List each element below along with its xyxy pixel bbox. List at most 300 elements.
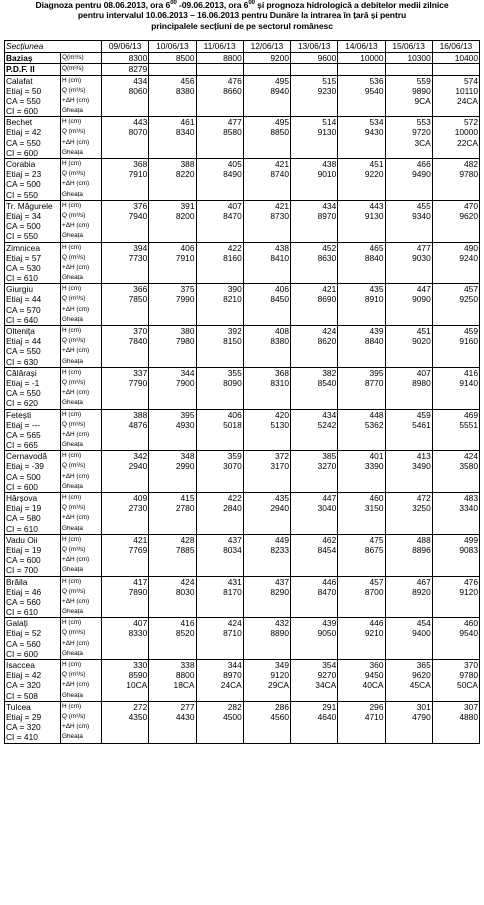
ice-value bbox=[245, 148, 289, 158]
level-value: 424 bbox=[227, 618, 242, 629]
row-label: Q (m³/s) bbox=[62, 420, 86, 428]
delta-value bbox=[103, 263, 147, 273]
delta-value bbox=[339, 179, 383, 189]
delta-value bbox=[339, 722, 383, 732]
value-cell bbox=[149, 701, 196, 743]
value-cell bbox=[243, 75, 290, 117]
row-labels bbox=[61, 701, 102, 743]
station-etiaj: Etiaj = 44 bbox=[6, 294, 42, 305]
discharge-value: 9490 bbox=[412, 169, 431, 180]
level-value: 514 bbox=[322, 117, 337, 128]
row-label: Gheața bbox=[62, 232, 83, 240]
row-label: Q (m³/s) bbox=[62, 253, 86, 261]
date-header: 12/06/13 bbox=[243, 41, 290, 53]
discharge-value: 9780 bbox=[459, 670, 478, 681]
discharge-value: 7910 bbox=[175, 252, 195, 263]
discharge-value: 4430 bbox=[175, 711, 195, 722]
discharge-value: 10110 bbox=[455, 85, 478, 96]
level-value: 307 bbox=[464, 701, 478, 712]
discharge-value: 10000 bbox=[454, 127, 478, 138]
row-label: +ΔH (cm) bbox=[62, 305, 90, 313]
value-cell bbox=[338, 159, 385, 201]
title-line-3: principalele secțiuni de pe sectorul românesc bbox=[151, 20, 333, 31]
ice-value bbox=[387, 273, 431, 283]
ice-value bbox=[339, 231, 383, 241]
discharge-value: 8730 bbox=[270, 210, 289, 221]
value-cell bbox=[291, 159, 338, 201]
value-cell bbox=[102, 701, 149, 743]
delta-value bbox=[198, 513, 242, 523]
value-cell bbox=[291, 117, 338, 159]
ice-value bbox=[103, 315, 147, 325]
station-name: Oltenița bbox=[6, 326, 35, 336]
value-cell: 8500 bbox=[149, 52, 196, 64]
level-value: 365 bbox=[416, 660, 431, 670]
value-cell bbox=[291, 451, 338, 493]
station-row bbox=[5, 284, 480, 326]
station-ci: CI = 610 bbox=[6, 607, 38, 618]
ice-value bbox=[150, 691, 194, 701]
ice-value bbox=[434, 732, 478, 742]
value-cell bbox=[291, 701, 338, 743]
level-value: 372 bbox=[275, 451, 289, 462]
ice-value bbox=[387, 148, 431, 158]
delta-value bbox=[103, 597, 147, 607]
value-cell bbox=[243, 64, 290, 76]
row-label: Gheața bbox=[62, 482, 83, 490]
ice-value bbox=[339, 190, 383, 200]
ice-value bbox=[292, 565, 336, 575]
station-row bbox=[5, 576, 480, 618]
value-cell bbox=[291, 64, 338, 76]
value-cell bbox=[291, 660, 338, 702]
value-cell bbox=[432, 75, 479, 117]
ice-value bbox=[339, 398, 383, 408]
ice-value bbox=[292, 106, 336, 116]
row-label: H (cm) bbox=[62, 410, 82, 418]
row-label: +ΔH (cm) bbox=[62, 723, 90, 731]
value-cell bbox=[385, 367, 432, 409]
discharge-value: 8770 bbox=[364, 377, 384, 388]
discharge-value: 9210 bbox=[364, 628, 384, 639]
delta-value bbox=[103, 388, 147, 398]
row-labels bbox=[61, 200, 102, 242]
discharge-value: 7890 bbox=[128, 586, 148, 597]
delta-value bbox=[434, 346, 478, 356]
delta-value bbox=[292, 639, 336, 649]
station-row bbox=[5, 409, 480, 451]
discharge-value: 8675 bbox=[364, 544, 384, 555]
row-label: Gheața bbox=[62, 608, 83, 616]
row-label: H (cm) bbox=[62, 160, 82, 167]
station-etiaj: Etiaj = 19 bbox=[6, 503, 42, 514]
discharge-value: 4880 bbox=[459, 711, 478, 722]
row-label: +ΔH (cm) bbox=[62, 597, 90, 605]
level-value: 348 bbox=[180, 451, 195, 462]
station-etiaj: Etiaj = 46 bbox=[6, 586, 42, 597]
delta-value bbox=[387, 305, 431, 315]
discharge-value: 8030 bbox=[175, 586, 195, 597]
value-cell bbox=[385, 618, 432, 660]
document-title bbox=[0, 0, 484, 31]
station-name: Bechet bbox=[6, 117, 33, 128]
level-value: 447 bbox=[416, 284, 431, 295]
station-ci: CI = 700 bbox=[6, 565, 38, 576]
delta-value bbox=[198, 96, 242, 106]
row-label: +ΔH (cm) bbox=[62, 430, 90, 438]
value-cell: 10300 bbox=[385, 52, 432, 64]
delta-value bbox=[103, 722, 147, 732]
level-value: 437 bbox=[227, 534, 242, 545]
level-value: 395 bbox=[369, 367, 384, 378]
value-cell bbox=[291, 493, 338, 535]
ice-value bbox=[434, 231, 478, 241]
discharge-value: 8034 bbox=[223, 544, 242, 555]
level-value: 366 bbox=[133, 284, 148, 295]
ice-value bbox=[292, 357, 336, 367]
discharge-value: 8840 bbox=[364, 252, 384, 263]
delta-value bbox=[434, 597, 478, 607]
value-cell bbox=[385, 451, 432, 493]
level-value: 536 bbox=[369, 75, 384, 86]
level-value: 370 bbox=[464, 660, 478, 670]
delta-value bbox=[339, 639, 383, 649]
row-label: Gheața bbox=[62, 107, 83, 115]
station-ca: CA = 530 bbox=[6, 262, 41, 273]
delta-value: 22CA bbox=[457, 137, 478, 148]
value-cell bbox=[102, 326, 149, 368]
level-value: 416 bbox=[464, 367, 478, 378]
discharge-value: 9620 bbox=[412, 670, 431, 681]
value-cell bbox=[385, 284, 432, 326]
delta-value: 50CA bbox=[457, 680, 478, 691]
delta-value bbox=[339, 555, 383, 565]
row-label: Q (m³/s) bbox=[62, 211, 86, 219]
value-cell: 9200 bbox=[243, 52, 290, 64]
date-header: 15/06/13 bbox=[385, 41, 432, 53]
row-labels bbox=[61, 618, 102, 660]
row-labels bbox=[61, 117, 102, 159]
station-ca: CA = 500 bbox=[6, 179, 41, 190]
level-value: 477 bbox=[227, 117, 242, 128]
delta-value bbox=[339, 388, 383, 398]
delta-value bbox=[387, 722, 431, 732]
value-cell bbox=[432, 159, 479, 201]
discharge-value: 8660 bbox=[223, 85, 242, 96]
discharge-value: 9780 bbox=[459, 169, 478, 180]
row-label: H (cm) bbox=[62, 368, 82, 376]
level-value: 354 bbox=[322, 660, 337, 670]
delta-value bbox=[292, 472, 336, 482]
delta-value bbox=[198, 597, 242, 607]
ice-value bbox=[198, 649, 242, 659]
level-value: 409 bbox=[133, 493, 148, 503]
delta-value bbox=[387, 597, 431, 607]
station-name: Zimnicea bbox=[6, 242, 40, 253]
value-cell bbox=[291, 242, 338, 284]
date-header: 09/06/13 bbox=[102, 41, 149, 53]
delta-value bbox=[387, 639, 431, 649]
row-label: +ΔH (cm) bbox=[62, 639, 90, 647]
discharge-value: 9450 bbox=[364, 670, 384, 681]
ice-value bbox=[103, 231, 147, 241]
station-ca: CA = 320 bbox=[6, 722, 41, 733]
discharge-value: 7769 bbox=[128, 544, 148, 555]
row-labels bbox=[61, 284, 102, 326]
delta-value bbox=[150, 555, 194, 565]
level-value: 439 bbox=[322, 618, 337, 629]
discharge-value: 8700 bbox=[364, 586, 384, 597]
station-ci: CI = 620 bbox=[6, 398, 38, 409]
value-cell: 9600 bbox=[291, 52, 338, 64]
discharge-value: 9240 bbox=[459, 252, 478, 263]
ice-value bbox=[292, 148, 336, 158]
delta-value bbox=[245, 388, 289, 398]
discharge-value: 3170 bbox=[270, 461, 289, 472]
ice-value bbox=[387, 524, 431, 534]
level-value: 447 bbox=[322, 493, 337, 503]
level-value: 286 bbox=[275, 701, 289, 712]
delta-value bbox=[198, 179, 242, 189]
value-cell bbox=[243, 534, 290, 576]
delta-value bbox=[339, 513, 383, 523]
level-value: 438 bbox=[275, 242, 289, 253]
discharge-value: 9540 bbox=[364, 85, 384, 96]
discharge-value: 4560 bbox=[270, 711, 289, 722]
discharge-value: 8220 bbox=[175, 169, 195, 180]
station-info bbox=[5, 242, 61, 284]
station-etiaj: Etiaj = 19 bbox=[6, 544, 42, 555]
station-row bbox=[5, 660, 480, 702]
level-value: 476 bbox=[464, 576, 478, 587]
level-value: 277 bbox=[180, 701, 195, 712]
level-value: 424 bbox=[464, 451, 478, 462]
level-value: 459 bbox=[464, 326, 478, 336]
value-cell bbox=[149, 493, 196, 535]
value-cell bbox=[338, 701, 385, 743]
ice-value bbox=[292, 691, 336, 701]
delta-value bbox=[292, 555, 336, 565]
value-cell bbox=[196, 618, 243, 660]
discharge-value: 5461 bbox=[412, 419, 431, 430]
ice-value bbox=[245, 106, 289, 116]
ice-value bbox=[150, 357, 194, 367]
delta-value bbox=[339, 138, 383, 148]
discharge-value: 8090 bbox=[223, 377, 242, 388]
level-value: 421 bbox=[322, 284, 337, 295]
station-info bbox=[5, 117, 61, 159]
value-cell bbox=[385, 64, 432, 76]
station-name: Hârșova bbox=[6, 493, 38, 503]
discharge-value: 8150 bbox=[223, 336, 242, 347]
discharge-value: 9030 bbox=[412, 252, 431, 263]
level-value: 368 bbox=[133, 159, 148, 169]
level-value: 499 bbox=[464, 534, 478, 545]
discharge-value: 9140 bbox=[459, 377, 478, 388]
station-etiaj: Etiaj = 42 bbox=[6, 670, 42, 681]
station-ca: CA = 550 bbox=[6, 346, 41, 357]
level-value: 495 bbox=[275, 117, 289, 128]
level-value: 449 bbox=[275, 534, 289, 545]
delta-value bbox=[103, 346, 147, 356]
discharge-value: 3490 bbox=[412, 461, 431, 472]
value-cell bbox=[432, 409, 479, 451]
level-value: 360 bbox=[369, 660, 384, 670]
ice-value bbox=[292, 315, 336, 325]
discharge-value: 4350 bbox=[128, 711, 148, 722]
discharge-value: 8200 bbox=[175, 210, 195, 221]
discharge-value: 4710 bbox=[364, 711, 384, 722]
discharge-value: 2730 bbox=[128, 503, 148, 514]
value-cell bbox=[385, 242, 432, 284]
delta-value bbox=[198, 263, 242, 273]
value-cell bbox=[149, 618, 196, 660]
ice-value bbox=[339, 524, 383, 534]
level-value: 272 bbox=[133, 701, 148, 712]
unit-label: Q(m³/s) bbox=[61, 52, 102, 64]
row-label: Gheața bbox=[62, 399, 83, 407]
station-ci: CI = 600 bbox=[6, 648, 38, 659]
delta-value bbox=[245, 472, 289, 482]
level-value: 534 bbox=[369, 117, 384, 128]
discharge-value: 8690 bbox=[317, 294, 337, 305]
value-cell bbox=[338, 451, 385, 493]
value-cell bbox=[291, 326, 338, 368]
delta-value bbox=[292, 263, 336, 273]
level-value: 515 bbox=[322, 75, 337, 86]
delta-value bbox=[103, 179, 147, 189]
delta-value bbox=[387, 430, 431, 440]
station-row bbox=[5, 242, 480, 284]
row-label: H (cm) bbox=[62, 285, 82, 293]
delta-value bbox=[150, 263, 194, 273]
discharge-value: 8896 bbox=[412, 544, 431, 555]
delta-value bbox=[434, 263, 478, 273]
row-label: Q (m³/s) bbox=[62, 128, 86, 136]
ice-value bbox=[198, 231, 242, 241]
discharge-value: 9010 bbox=[317, 169, 337, 180]
station-row bbox=[5, 618, 480, 660]
discharge-value: 8910 bbox=[364, 294, 384, 305]
row-label: Q (m³/s) bbox=[62, 337, 86, 345]
value-cell bbox=[149, 75, 196, 117]
level-value: 482 bbox=[464, 159, 478, 169]
ice-value bbox=[150, 231, 194, 241]
ice-value bbox=[103, 398, 147, 408]
station-info bbox=[5, 367, 61, 409]
bazias-row bbox=[5, 52, 480, 64]
value-cell bbox=[102, 159, 149, 201]
value-cell bbox=[291, 534, 338, 576]
delta-value bbox=[434, 513, 478, 523]
level-value: 330 bbox=[133, 660, 148, 670]
station-ci: CI = 600 bbox=[6, 106, 38, 117]
value-cell bbox=[149, 660, 196, 702]
value-cell bbox=[149, 64, 196, 76]
discharge-value: 3270 bbox=[317, 461, 337, 472]
station-ci: CI = 508 bbox=[6, 690, 38, 701]
ice-value bbox=[434, 691, 478, 701]
row-label: H (cm) bbox=[62, 201, 82, 209]
station-info bbox=[5, 326, 61, 368]
delta-value bbox=[387, 388, 431, 398]
value-cell bbox=[149, 367, 196, 409]
ice-value bbox=[103, 482, 147, 492]
ice-value bbox=[434, 315, 478, 325]
level-value: 439 bbox=[369, 326, 384, 336]
row-labels bbox=[61, 660, 102, 702]
level-value: 574 bbox=[464, 75, 478, 86]
station-etiaj: Etiaj = 29 bbox=[6, 711, 42, 722]
delta-value bbox=[198, 722, 242, 732]
ice-value bbox=[434, 273, 478, 283]
value-cell: 8800 bbox=[196, 52, 243, 64]
station-etiaj: Etiaj = --- bbox=[6, 419, 41, 430]
discharge-value: 9430 bbox=[364, 127, 384, 138]
discharge-value: 5242 bbox=[317, 419, 337, 430]
level-value: 344 bbox=[227, 660, 242, 670]
value-cell bbox=[338, 409, 385, 451]
ice-value bbox=[387, 565, 431, 575]
value-cell bbox=[243, 660, 290, 702]
discharge-value: 8710 bbox=[223, 628, 242, 639]
ice-value bbox=[103, 565, 147, 575]
value-cell bbox=[385, 75, 432, 117]
value-cell bbox=[291, 284, 338, 326]
ice-value bbox=[245, 357, 289, 367]
level-value: 475 bbox=[369, 534, 384, 545]
station-etiaj: Etiaj = 34 bbox=[6, 210, 42, 221]
delta-value bbox=[434, 472, 478, 482]
level-value: 469 bbox=[464, 409, 478, 420]
row-label: +ΔH (cm) bbox=[62, 472, 90, 480]
level-value: 407 bbox=[133, 618, 148, 629]
value-cell bbox=[196, 493, 243, 535]
ice-value bbox=[245, 732, 289, 742]
discharge-value: 8380 bbox=[270, 336, 289, 347]
level-value: 451 bbox=[416, 326, 431, 336]
ice-value bbox=[339, 357, 383, 367]
level-value: 467 bbox=[416, 576, 431, 587]
discharge-value: 8540 bbox=[317, 377, 337, 388]
row-label: +ΔH (cm) bbox=[62, 347, 90, 355]
level-value: 337 bbox=[133, 367, 148, 378]
delta-value bbox=[103, 221, 147, 231]
delta-value bbox=[198, 305, 242, 315]
level-value: 457 bbox=[369, 576, 384, 587]
discharge-value: 8970 bbox=[223, 670, 242, 681]
station-name: Cernavodă bbox=[6, 451, 47, 462]
value-cell bbox=[102, 367, 149, 409]
row-label: Gheața bbox=[62, 148, 83, 156]
delta-value bbox=[198, 555, 242, 565]
discharge-value: 9400 bbox=[412, 628, 431, 639]
station-info bbox=[5, 409, 61, 451]
value-cell bbox=[196, 64, 243, 76]
level-value: 452 bbox=[322, 242, 337, 253]
value-cell bbox=[432, 284, 479, 326]
station-etiaj: Etiaj = -1 bbox=[6, 377, 40, 388]
header-row bbox=[5, 41, 480, 53]
value-cell bbox=[338, 576, 385, 618]
value-cell bbox=[338, 326, 385, 368]
discharge-value: 8840 bbox=[364, 336, 384, 347]
ice-value bbox=[292, 732, 336, 742]
level-value: 431 bbox=[227, 576, 242, 587]
delta-value bbox=[198, 221, 242, 231]
level-value: 446 bbox=[369, 618, 384, 629]
row-label: H (cm) bbox=[62, 661, 82, 668]
